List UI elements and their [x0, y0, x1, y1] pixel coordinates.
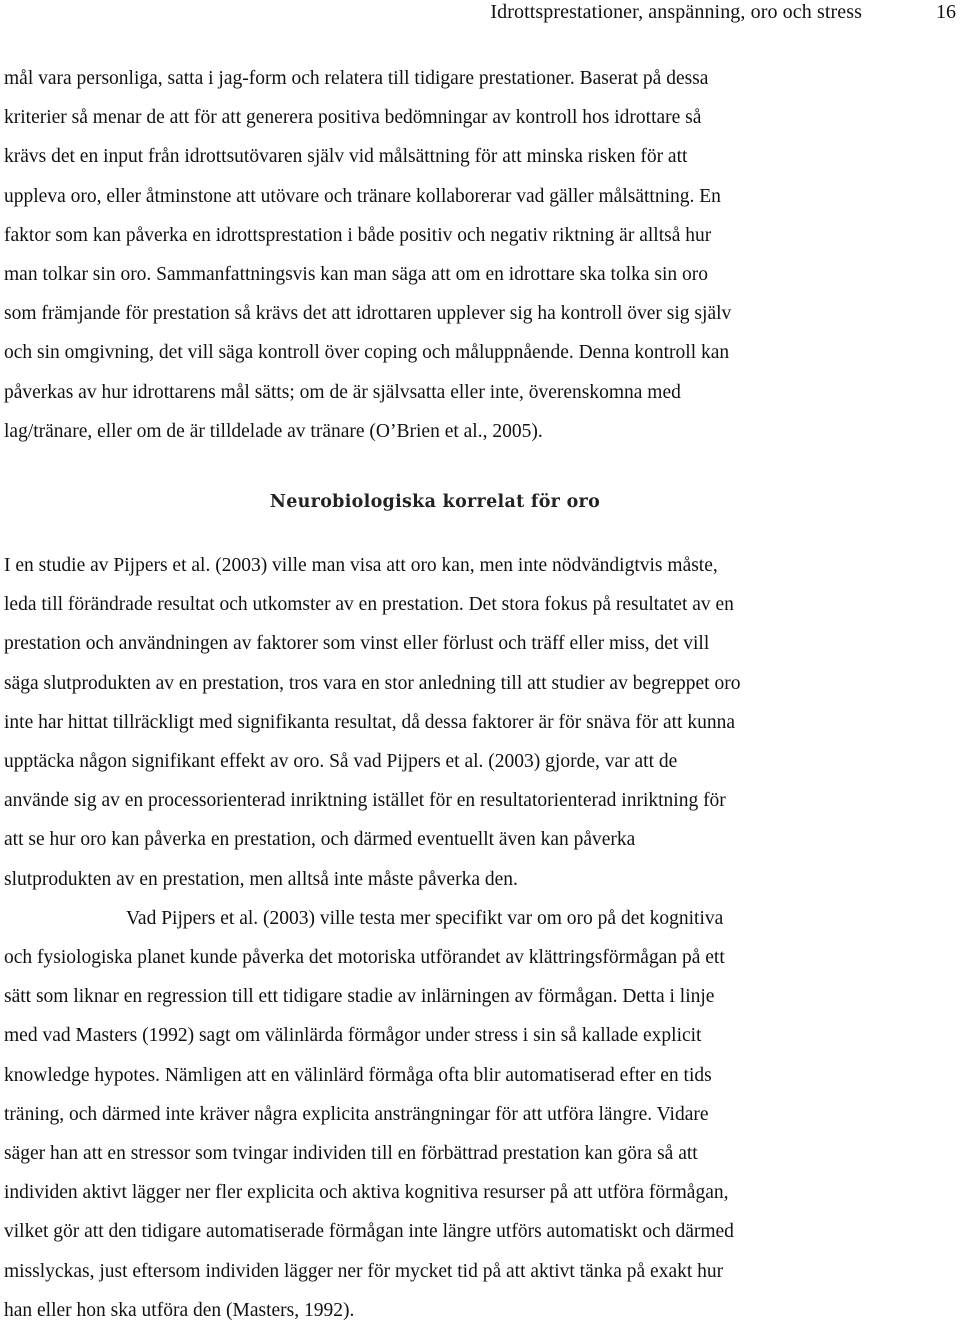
text-line: mål vara personliga, satta i jag-form och relatera till tidigare prestationer. Baserat på dessa	[4, 68, 709, 89]
text-line: som främjande för prestation så krävs det att idrottaren upplever sig ha kontroll över sig själv	[4, 303, 732, 325]
text-line: I en studie av Pijpers et al. (2003) ville man visa att oro kan, men inte nödvändigtvis måste,	[4, 555, 718, 577]
paragraph-3	[4, 899, 866, 1330]
text-line: påverkas av hur idrottarens mål sätts; om de är självsatta eller inte, överenskomna med	[4, 381, 681, 403]
text-line: och sin omgivning, det vill säga kontroll över coping och måluppnående. Denna kontroll kan	[4, 342, 730, 364]
text-line: vilket gör att den tidigare automatiserade förmågan inte längre utförs automatiskt och därmed	[4, 1221, 734, 1243]
text-line: individen aktivt lägger ner fler explicita och aktiva kognitiva resurser på att utföra förmågan,	[4, 1182, 729, 1204]
text-line: prestation och användningen av faktorer som vinst eller förlust och träff eller miss, det vill	[4, 633, 710, 655]
text-line: träning, och därmed inte kräver några explicita ansträngningar för att utföra längre. Vidare	[4, 1103, 709, 1125]
text-line: säga slutprodukten av en prestation, tros vara en stor anledning till att studier av begreppet oro	[4, 672, 741, 694]
text-line: han eller hon ska utföra den (Masters, 1992).	[4, 1299, 355, 1321]
text-line: krävs det en input från idrottsutövaren själv vid målsättning för att minska risken för att	[4, 146, 688, 168]
text-line: lag/tränare, eller om de är tilldelade av tränare (O’Brien et al., 2005).	[4, 420, 543, 442]
document-body	[4, 59, 866, 1330]
text-line: kriterier så menar de att för att generera positiva bedömningar av kontroll hos idrottare så	[4, 107, 702, 129]
text-line: och fysiologiska planet kunde påverka det motoriska utförandet av klättringsförmågan på ett	[4, 947, 725, 969]
text-line: knowledge hypotes. Nämligen att en välinlärd förmåga ofta blir automatiserad efter en tids	[4, 1064, 712, 1086]
text-line: misslyckas, just eftersom individen lägger ner för mycket tid på att aktivt tänka på exakt hur	[4, 1260, 724, 1282]
text-line: inte har hittat tillräckligt med signifikanta resultat, då dessa faktorer är för snäva för att kunna	[4, 711, 735, 733]
section-heading: Neurobiologiska korrelat för oro	[269, 492, 601, 513]
running-title: Idrottsprestationer, anspänning, oro och stress	[490, 1, 862, 23]
text-line: använde sig av en processorienterad inriktning istället för en resultatorienterad inriktning för	[4, 790, 726, 812]
text-line: med vad Masters (1992) sagt om välinlärda förmågor under stress i sin så kallade explicit	[4, 1025, 702, 1047]
text-line: säger han att en stressor som tvingar individen till en förbättrad prestation kan göra så att	[4, 1143, 698, 1165]
text-line: faktor som kan påverka en idrottsprestation i både positiv och negativ riktning är alltså hur	[4, 224, 712, 246]
text-line: att se hur oro kan påverka en prestation, och därmed eventuellt även kan påverka	[4, 829, 636, 851]
paragraph-2	[4, 546, 866, 899]
text-line: upptäcka någon signifikant effekt av oro. Så vad Pijpers et al. (2003) gjorde, var att de	[4, 751, 678, 773]
text-line: uppleva oro, eller åtminstone att utövare och tränare kollaborerar vad gäller målsättning. En	[4, 185, 721, 207]
text-line: leda till förändrade resultat och utkomster av en prestation. Det stora fokus på resultatet av en	[4, 594, 734, 616]
paragraph-1	[4, 59, 866, 451]
text-line: Vad Pijpers et al. (2003) ville testa mer specifikt var om oro på det kognitiva	[126, 907, 724, 929]
page-header	[0, 0, 960, 30]
text-line: man tolkar sin oro. Sammanfattningsvis kan man säga att om en idrottare ska tolka sin oro	[4, 264, 709, 286]
text-line: sätt som liknar en regression till ett tidigare stadie av inlärningen av förmågan. Detta i linje	[4, 986, 715, 1008]
page-number: 16	[936, 1, 956, 23]
text-line: slutprodukten av en prestation, men alltså inte måste påverka den.	[4, 868, 518, 890]
